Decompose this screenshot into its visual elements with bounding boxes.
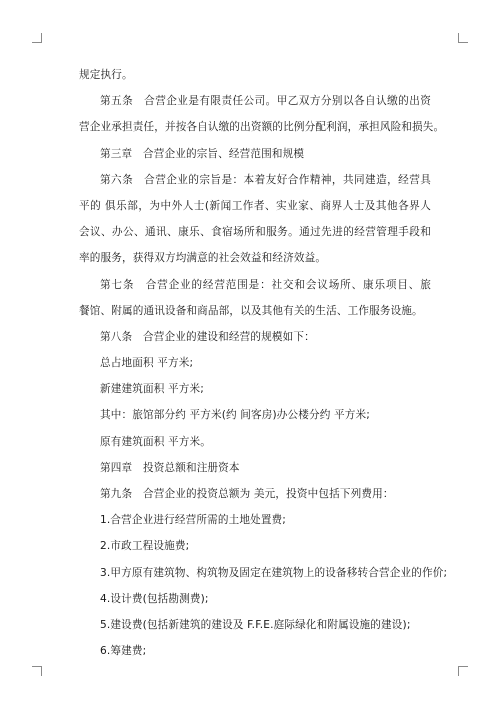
text-line: 会议、办公、通讯、康乐、食宿场所和服务。通过先进的经营管理手段和: [79, 226, 431, 239]
text-line: 1.合营企业进行经营所需的土地处置费;: [100, 514, 287, 527]
crop-mark-top-left: [32, 33, 42, 43]
crop-mark-top-right: [458, 33, 468, 43]
text-line: 第三章 合营企业的宗旨、经营范围和规模: [100, 147, 305, 160]
text-line: 平的 俱乐部，为中外人士(新闻工作者、实业家、商界人士及其他各界人: [79, 199, 431, 212]
text-line: 3.甲方原有建筑物、构筑物及固定在建筑物上的设备移转合营企业的作价;: [100, 566, 448, 579]
text-line: 总占地面积 平方米;: [100, 357, 194, 370]
text-line: 其中：旅馆部分约 平方米(约 间客房)办公楼分约 平方米;: [100, 409, 370, 422]
text-line: 第六条 合营企业的宗旨是：本着友好合作精神，共同建造，经营具: [100, 173, 431, 186]
text-line: 第七条 合营企业的经营范围是：社交和会议场所、康乐项目、旅: [100, 278, 431, 291]
text-line: 2.市政工程设施费;: [100, 540, 190, 553]
text-line: 第九条 合营企业的投资总额为 美元，投资中包括下列费用：: [100, 488, 394, 500]
text-line: 餐馆、附属的通讯设备和商品部，以及其他有关的生活、工作服务设施。: [79, 304, 423, 317]
text-line: 6.筹建费;: [100, 645, 147, 658]
text-line: 率的服务，获得双方均满意的社会效益和经济效益。: [79, 252, 327, 265]
text-line: 第五条 合营企业是有限责任公司。甲乙双方分别以各自认缴的出资: [100, 95, 431, 108]
text-line: 5.建设费(包括新建筑的建设及 F.F.E.庭际绿化和附属设施的建设);: [100, 618, 411, 631]
document-body: [79, 62, 448, 664]
text-line: 规定执行。: [79, 69, 133, 81]
crop-mark-bottom-right: [458, 666, 468, 676]
text-line: 第四章 投资总额和注册资本: [100, 461, 240, 474]
text-line: 原有建筑面积 平方米。: [100, 435, 211, 448]
text-line: 第八条 合营企业的建设和经营的规模如下：: [100, 330, 315, 343]
text-line: 新建建筑面积 平方米;: [100, 383, 204, 396]
crop-mark-bottom-left: [32, 666, 42, 676]
text-line: 营企业承担责任，并按各自认缴的出资额的比例分配利润，承担风险和损失。: [79, 121, 445, 134]
text-line: 4.设计费(包括勘测费);: [100, 592, 209, 605]
